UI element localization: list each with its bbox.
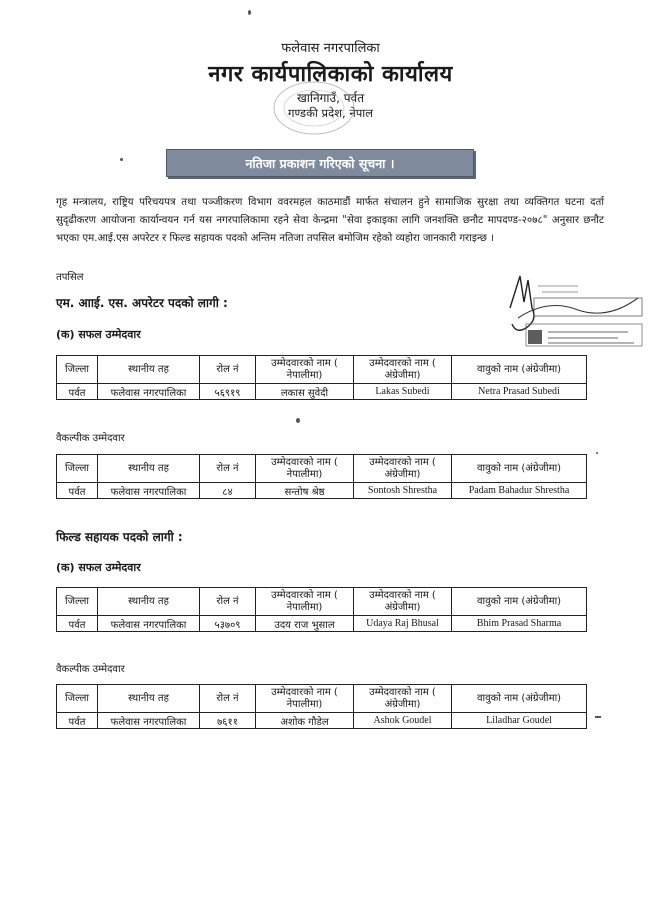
col-name-en: उम्मेदवारको नाम ( अंग्रेजीमा) (354, 685, 452, 713)
cell-father-name: Netra Prasad Subedi (452, 384, 587, 400)
col-local-level: स्थानीय तह (98, 588, 200, 616)
field-selected-table (56, 587, 587, 632)
cell-local-level: फलेवास नगरपालिका (98, 713, 200, 729)
selected-candidate-label: (क) सफल उम्मेदवार (56, 328, 141, 341)
col-district: जिल्ला (57, 685, 98, 713)
cell-name-en: Sontosh Shrestha (354, 483, 452, 499)
cell-roll-no: ५३७०९ (200, 616, 256, 632)
col-roll-no: रोल नं (200, 685, 256, 713)
cell-roll-no: ५६९१९ (200, 384, 256, 400)
col-name-np: उम्मेदवारको नाम ( नेपालीमा) (256, 356, 354, 384)
col-father-name: वावुको नाम (अंग्रेजीमा) (452, 455, 587, 483)
notice-title-banner: नतिजा प्रकाशन गरिएको सूचना । (166, 149, 474, 177)
table-row (57, 483, 587, 499)
col-father-name: वावुको नाम (अंग्रेजीमा) (452, 685, 587, 713)
cell-name-en: Udaya Raj Bhusal (354, 616, 452, 632)
cell-name-np: उदय राज भुसाल (256, 616, 354, 632)
col-name-en: उम्मेदवारको नाम ( अंग्रेजीमा) (354, 455, 452, 483)
col-name-np: उम्मेदवारको नाम ( नेपालीमा) (256, 685, 354, 713)
office-seal-image (268, 78, 360, 138)
alternate-candidate-label: वैकल्पीक उम्मेदवार (56, 664, 125, 675)
alternate-candidate-label: वैकल्पीक उम्मेदवार (56, 433, 125, 444)
cell-father-name: Padam Bahadur Shrestha (452, 483, 587, 499)
cell-name-np: अशोक गौडेल (256, 713, 354, 729)
office-province: गण्डकी प्रदेश, नेपाल (287, 106, 374, 120)
field-alternate-table (56, 684, 587, 729)
col-name-en: उम्मेदवारको नाम ( अंग्रेजीमा) (354, 356, 452, 384)
table-row (57, 384, 587, 400)
signature-stamp-image (498, 268, 648, 358)
cell-local-level: फलेवास नगरपालिका (98, 483, 200, 499)
col-name-np: उम्मेदवारको नाम ( नेपालीमा) (256, 455, 354, 483)
cell-district: पर्वत (57, 713, 98, 729)
scan-speck (120, 158, 123, 161)
col-local-level: स्थानीय तह (98, 356, 200, 384)
scan-speck (248, 10, 251, 15)
cell-district: पर्वत (57, 483, 98, 499)
cell-father-name: Liladhar Goudel (452, 713, 587, 729)
col-local-level: स्थानीय तह (98, 455, 200, 483)
intro-paragraph: गृह मन्त्रालय, राष्ट्रिय परिचयपत्र तथा पञ्जीकरण विभाग ववरमहल काठमाडौं मार्फत संचालन हुने सामाजिक सुरक्षा तथा व्यक्तिगत घटना दर्ता सुदृढीकरण आयोजना कार्यान्वयन गर्न यस नगरपालिकामा रहने सेवा केन्द्रमा "सेवा इकाइका लागि जनशक्ति छनौट मापदण्ड-२०७८" अनुसार छनौट भएका एम.आई.एस अपरेटर र फिल्ड सहायक पदको अन्तिम नतिजा तपसिल बमोजिम रहेको व्यहोरा जानकारी गराइन्छ । (56, 197, 604, 244)
col-name-en: उम्मेदवारको नाम ( अंग्रेजीमा) (354, 588, 452, 616)
mis-selected-table (56, 355, 587, 400)
col-father-name: वावुको नाम (अंग्रेजीमा) (452, 588, 587, 616)
office-title: नगर कार्यपालिकाको कार्यालय (208, 62, 453, 87)
tapasil-label: तपसिल (56, 272, 84, 283)
col-roll-no: रोल नं (200, 356, 256, 384)
col-local-level: स्थानीय तह (98, 685, 200, 713)
cell-name-en: Ashok Goudel (354, 713, 452, 729)
col-roll-no: रोल नं (200, 588, 256, 616)
cell-name-np: लकास सुवेदी (256, 384, 354, 400)
municipality-name: फलेवास नगरपालिका (281, 41, 380, 56)
scan-speck (596, 452, 598, 454)
col-roll-no: रोल नं (200, 455, 256, 483)
col-district: जिल्ला (57, 588, 98, 616)
cell-name-np: सन्तोष श्रेष्ठ (256, 483, 354, 499)
section-title-field-assistant: फिल्ड सहायक पदको लागी : (56, 530, 183, 544)
cell-roll-no: ७६११ (200, 713, 256, 729)
col-father-name: वावुको नाम (अंग्रेजीमा) (452, 356, 587, 384)
cell-district: पर्वत (57, 616, 98, 632)
table-row (57, 616, 587, 632)
cell-roll-no: ८४ (200, 483, 256, 499)
cell-local-level: फलेवास नगरपालिका (98, 384, 200, 400)
table-row (57, 713, 587, 729)
cell-father-name: Bhim Prasad Sharma (452, 616, 587, 632)
section-title-mis-operator: एम. आाई. एस. अपरेटर पदको लागी : (56, 296, 228, 310)
selected-candidate-label: (क) सफल उम्मेदवार (56, 561, 141, 574)
office-district: खानिगाउँ, पर्वत (296, 91, 365, 105)
col-district: जिल्ला (57, 356, 98, 384)
cell-district: पर्वत (57, 384, 98, 400)
col-district: जिल्ला (57, 455, 98, 483)
cell-name-en: Lakas Subedi (354, 384, 452, 400)
col-name-np: उम्मेदवारको नाम ( नेपालीमा) (256, 588, 354, 616)
cell-local-level: फलेवास नगरपालिका (98, 616, 200, 632)
scan-speck (595, 716, 601, 718)
mis-alternate-table (56, 454, 587, 499)
scan-speck (296, 418, 300, 423)
